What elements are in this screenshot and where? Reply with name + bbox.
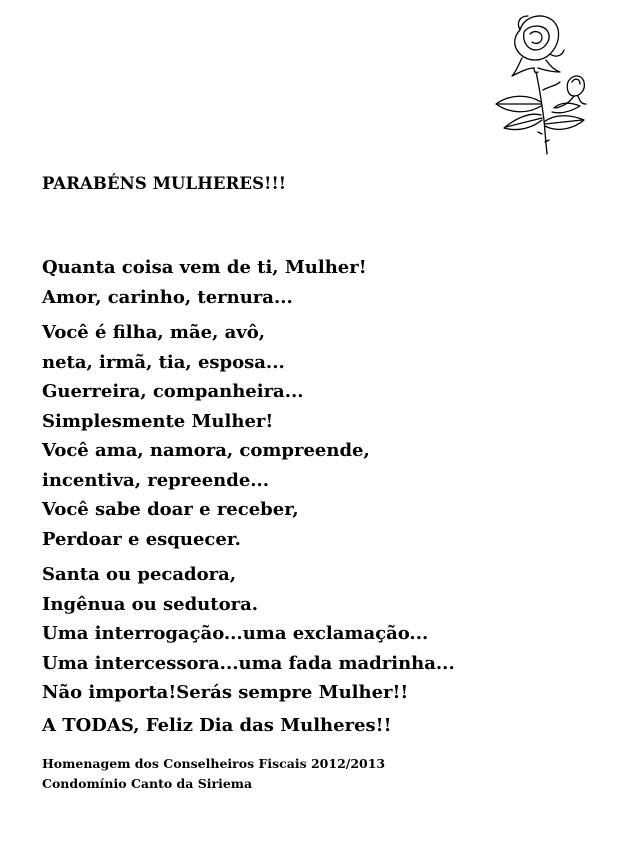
poem-stanza-1 xyxy=(42,253,367,312)
page-title: PARABÉNS MULHERES!!! xyxy=(42,174,287,193)
rose-icon xyxy=(484,10,596,156)
poem-line: Perdoar e esquecer. xyxy=(42,528,241,550)
poem-line: Ingênua ou sedutora. xyxy=(42,593,258,615)
footer-line-1: Homenagem dos Conselheiros Fiscais 2012/2013 xyxy=(42,756,386,771)
poem-stanza-2 xyxy=(42,318,370,554)
poem-line: Você sabe doar e receber, xyxy=(42,499,299,520)
poem-line: Não importa!Serás sempre Mulher!! xyxy=(42,682,409,703)
poem-line: incentiva, repreende... xyxy=(42,469,270,491)
rose-illustration xyxy=(484,10,596,156)
poem-line: Você é filha, mãe, avô, xyxy=(42,322,266,343)
poem-stanza-3 xyxy=(42,560,455,708)
footer-line-2: Condomínio Canto da Siriema xyxy=(42,776,253,791)
footer-credits xyxy=(42,754,385,794)
closing-line: A TODAS, Feliz Dia das Mulheres!! xyxy=(42,715,392,736)
poem-line: Você ama, namora, compreende, xyxy=(42,440,370,461)
poem-line: Santa ou pecadora, xyxy=(42,564,237,585)
poem-line: Uma intercessora...uma fada madrinha... xyxy=(42,652,455,674)
poem-line: neta, irmã, tia, esposa... xyxy=(42,351,285,373)
poem-line: Simplesmente Mulher! xyxy=(42,410,274,432)
poem-line: Guerreira, companheira... xyxy=(42,381,304,402)
poem-line: Quanta coisa vem de ti, Mulher! xyxy=(42,257,367,278)
poem-line: Amor, carinho, ternura... xyxy=(42,286,293,308)
poem-line: Uma interrogação...uma exclamação... xyxy=(42,623,429,644)
